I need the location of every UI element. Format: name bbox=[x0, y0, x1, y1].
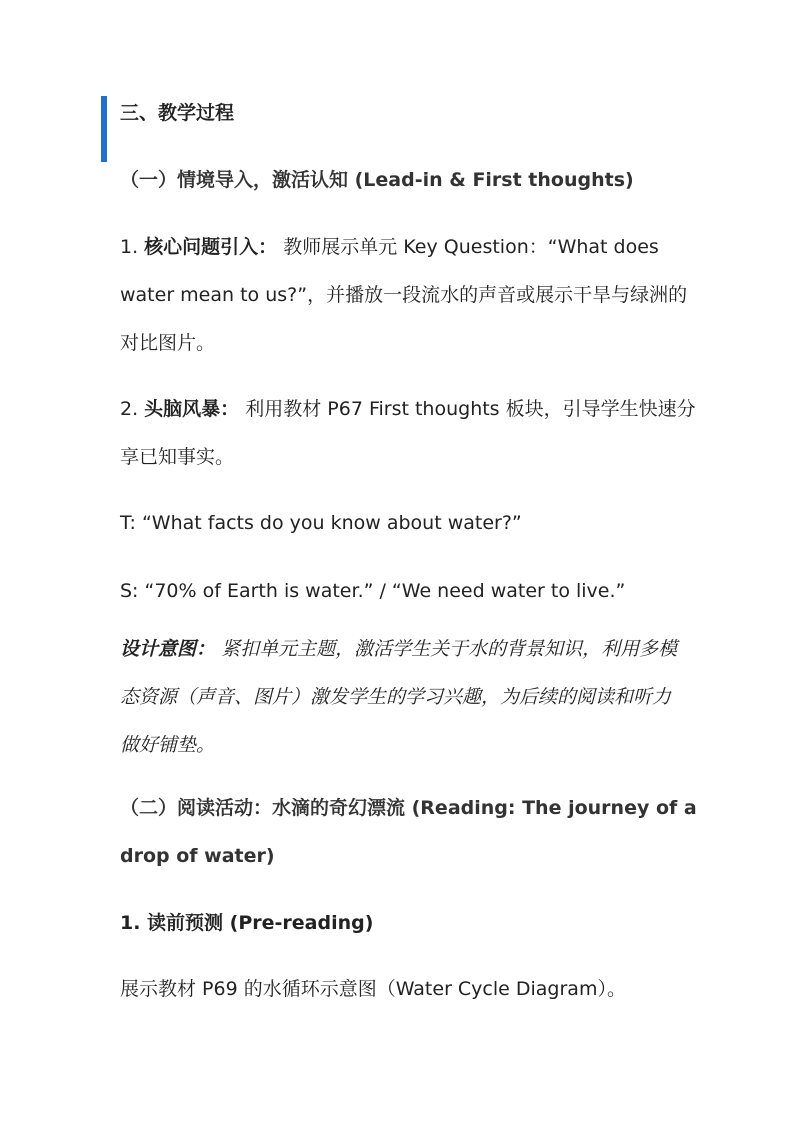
item1-line1 bbox=[120, 238, 659, 257]
item1-text-line2: water mean to us?”，并播放一段流水的声音或展示干旱与绿洲的 bbox=[120, 284, 688, 306]
item1-title: 核心问题引入： bbox=[144, 236, 278, 258]
step1-title: 1. 读前预测 (Pre-reading) bbox=[120, 912, 374, 934]
step1-text: 展示教材 P69 的水循环示意图（Water Cycle Diagram）。 bbox=[120, 978, 626, 1000]
item2-line1 bbox=[120, 400, 696, 419]
item1-text-line3: 对比图片。 bbox=[120, 332, 216, 354]
part2-heading-line1: （二）阅读活动：水滴的奇幻漂流 (Reading: The journey of a bbox=[120, 797, 697, 819]
design-intent-line2: 态资源（声音、图片）激发学生的学习兴趣，为后续的阅读和听力 bbox=[120, 686, 672, 708]
design-intent-line3: 做好铺垫。 bbox=[120, 734, 216, 756]
section-accent-bar bbox=[101, 96, 107, 162]
part2-heading-line2: drop of water) bbox=[120, 845, 275, 867]
section-title: 三、教学过程 bbox=[120, 102, 235, 124]
item1-number: 1. bbox=[120, 236, 145, 258]
part1-heading: （一）情境导入，激活认知 (Lead-in & First thoughts) bbox=[120, 169, 634, 191]
item2-title: 头脑风暴： bbox=[144, 398, 240, 420]
item2-text-line2: 享已知事实。 bbox=[120, 446, 235, 468]
item1-text-line1: 教师展示单元 Key Question：“What does bbox=[283, 236, 659, 258]
item2-text-line1: 利用教材 P67 First thoughts 板块，引导学生快速分 bbox=[245, 398, 696, 420]
design-intent-label: 设计意图： bbox=[120, 638, 216, 660]
item2-number: 2. bbox=[120, 398, 145, 420]
design-intent-text1: 紧扣单元主题，激活学生关于水的背景知识，利用多模 bbox=[221, 638, 678, 660]
teacher-dialogue: T: “What facts do you know about water?” bbox=[120, 512, 522, 534]
design-intent-line1 bbox=[120, 640, 677, 659]
student-dialogue: S: “70% of Earth is water.” / “We need water to live.” bbox=[120, 580, 626, 602]
